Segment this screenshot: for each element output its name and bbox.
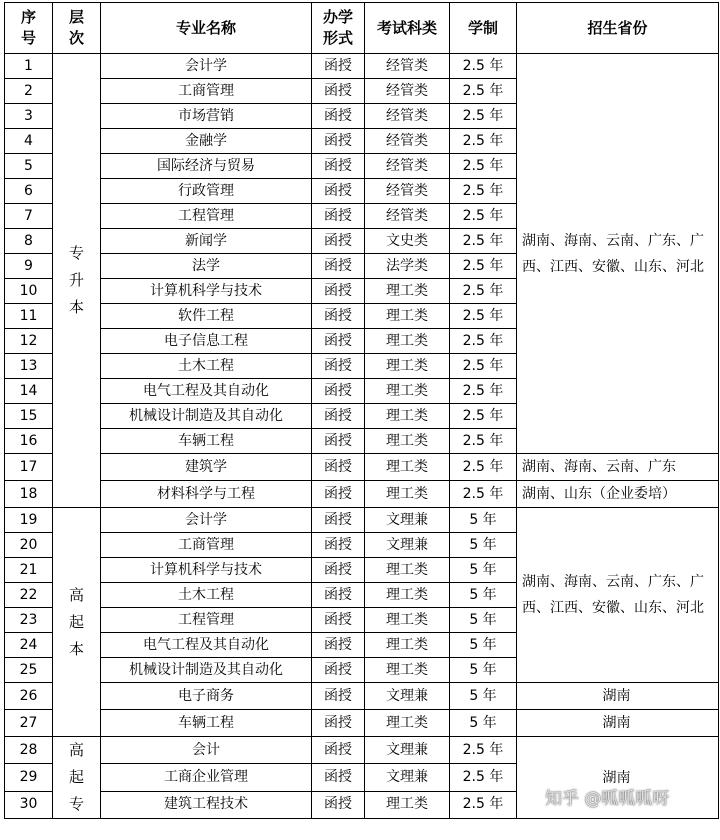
cell-mode: 函授 bbox=[312, 379, 365, 404]
cell-mode: 函授 bbox=[312, 254, 365, 279]
cell-seq: 9 bbox=[5, 254, 53, 279]
cell-exam: 理工类 bbox=[365, 429, 450, 454]
cell-provinces: 湖南 bbox=[517, 683, 719, 710]
cell-seq: 4 bbox=[5, 129, 53, 154]
cell-years: 5 年 bbox=[450, 508, 517, 533]
cell-years: 2.5 年 bbox=[450, 404, 517, 429]
cell-mode: 函授 bbox=[312, 404, 365, 429]
cell-mode: 函授 bbox=[312, 481, 365, 508]
cell-years: 5 年 bbox=[450, 633, 517, 658]
cell-years: 2.5 年 bbox=[450, 54, 517, 79]
cell-exam: 理工类 bbox=[365, 608, 450, 633]
cell-years: 5 年 bbox=[450, 658, 517, 683]
cell-major: 土木工程 bbox=[101, 354, 312, 379]
cell-years: 5 年 bbox=[450, 683, 517, 710]
cell-mode: 函授 bbox=[312, 658, 365, 683]
cell-seq: 29 bbox=[5, 764, 53, 791]
cell-major: 会计学 bbox=[101, 54, 312, 79]
cell-mode: 函授 bbox=[312, 764, 365, 791]
cell-seq: 8 bbox=[5, 229, 53, 254]
cell-seq: 7 bbox=[5, 204, 53, 229]
cell-mode: 函授 bbox=[312, 329, 365, 354]
cell-seq: 21 bbox=[5, 558, 53, 583]
cell-mode: 函授 bbox=[312, 429, 365, 454]
cell-mode: 函授 bbox=[312, 104, 365, 129]
table-row bbox=[5, 481, 719, 508]
cell-years: 5 年 bbox=[450, 710, 517, 737]
cell-seq: 2 bbox=[5, 79, 53, 104]
watermark: 知乎 @呱呱呱呀 bbox=[545, 789, 670, 809]
cell-years: 2.5 年 bbox=[450, 204, 517, 229]
cell-level bbox=[53, 508, 101, 737]
cell-years: 2.5 年 bbox=[450, 429, 517, 454]
header-row bbox=[5, 3, 719, 54]
cell-exam: 理工类 bbox=[365, 379, 450, 404]
cell-major: 建筑学 bbox=[101, 454, 312, 481]
header-major: 专业名称 bbox=[101, 3, 312, 54]
level-char: 起 bbox=[68, 612, 84, 631]
cell-mode: 函授 bbox=[312, 558, 365, 583]
cell-exam: 文理兼 bbox=[365, 764, 450, 791]
cell-exam: 理工类 bbox=[365, 329, 450, 354]
cell-years: 2.5 年 bbox=[450, 254, 517, 279]
cell-seq: 10 bbox=[5, 279, 53, 304]
cell-major: 电气工程及其自动化 bbox=[101, 633, 312, 658]
cell-seq: 5 bbox=[5, 154, 53, 179]
cell-mode: 函授 bbox=[312, 154, 365, 179]
cell-mode: 函授 bbox=[312, 737, 365, 764]
cell-seq: 11 bbox=[5, 304, 53, 329]
cell-mode: 函授 bbox=[312, 533, 365, 558]
cell-major: 电子信息工程 bbox=[101, 329, 312, 354]
cell-major: 国际经济与贸易 bbox=[101, 154, 312, 179]
cell-years: 2.5 年 bbox=[450, 154, 517, 179]
cell-mode: 函授 bbox=[312, 791, 365, 818]
cell-seq: 3 bbox=[5, 104, 53, 129]
cell-exam: 理工类 bbox=[365, 583, 450, 608]
cell-major: 法学 bbox=[101, 254, 312, 279]
cell-seq: 27 bbox=[5, 710, 53, 737]
cell-mode: 函授 bbox=[312, 710, 365, 737]
cell-years: 2.5 年 bbox=[450, 791, 517, 818]
cell-seq: 14 bbox=[5, 379, 53, 404]
cell-seq: 15 bbox=[5, 404, 53, 429]
cell-years: 2.5 年 bbox=[450, 764, 517, 791]
cell-mode: 函授 bbox=[312, 279, 365, 304]
cell-years: 2.5 年 bbox=[450, 79, 517, 104]
cell-major: 车辆工程 bbox=[101, 710, 312, 737]
cell-major: 机械设计制造及其自动化 bbox=[101, 658, 312, 683]
level-char: 本 bbox=[68, 298, 84, 316]
cell-major: 金融学 bbox=[101, 129, 312, 154]
header-seq: 序 号 bbox=[5, 3, 53, 54]
cell-mode: 函授 bbox=[312, 229, 365, 254]
cell-exam: 经管类 bbox=[365, 154, 450, 179]
header-level: 层 次 bbox=[53, 3, 101, 54]
table-row bbox=[5, 54, 719, 79]
cell-years: 5 年 bbox=[450, 608, 517, 633]
cell-years: 5 年 bbox=[450, 558, 517, 583]
cell-mode: 函授 bbox=[312, 79, 365, 104]
cell-exam: 文理兼 bbox=[365, 683, 450, 710]
cell-major: 电气工程及其自动化 bbox=[101, 379, 312, 404]
cell-mode: 函授 bbox=[312, 129, 365, 154]
header-mode: 办学 形式 bbox=[312, 3, 365, 54]
cell-provinces: 湖南、海南、云南、广东 bbox=[517, 454, 719, 481]
cell-seq: 18 bbox=[5, 481, 53, 508]
header-exam: 考试科类 bbox=[365, 3, 450, 54]
level-char: 高 bbox=[68, 741, 84, 759]
cell-level bbox=[53, 737, 101, 819]
cell-mode: 函授 bbox=[312, 354, 365, 379]
cell-exam: 经管类 bbox=[365, 204, 450, 229]
header-provinces: 招生省份 bbox=[517, 3, 719, 54]
cell-exam: 理工类 bbox=[365, 404, 450, 429]
cell-years: 5 年 bbox=[450, 583, 517, 608]
cell-exam: 理工类 bbox=[365, 354, 450, 379]
cell-years: 2.5 年 bbox=[450, 737, 517, 764]
cell-exam: 理工类 bbox=[365, 304, 450, 329]
cell-mode: 函授 bbox=[312, 583, 365, 608]
cell-exam: 法学类 bbox=[365, 254, 450, 279]
cell-exam: 理工类 bbox=[365, 791, 450, 818]
level-char: 专 bbox=[68, 795, 84, 813]
cell-years: 2.5 年 bbox=[450, 329, 517, 354]
cell-exam: 经管类 bbox=[365, 79, 450, 104]
cell-provinces: 湖南 bbox=[517, 737, 719, 819]
cell-major: 材料科学与工程 bbox=[101, 481, 312, 508]
cell-major: 市场营销 bbox=[101, 104, 312, 129]
cell-exam: 理工类 bbox=[365, 710, 450, 737]
cell-mode: 函授 bbox=[312, 54, 365, 79]
cell-exam: 文理兼 bbox=[365, 737, 450, 764]
cell-mode: 函授 bbox=[312, 304, 365, 329]
table-row bbox=[5, 737, 719, 764]
cell-mode: 函授 bbox=[312, 179, 365, 204]
cell-exam: 经管类 bbox=[365, 179, 450, 204]
level-char: 本 bbox=[68, 639, 84, 658]
cell-exam: 理工类 bbox=[365, 454, 450, 481]
cell-major: 新闻学 bbox=[101, 229, 312, 254]
cell-major: 行政管理 bbox=[101, 179, 312, 204]
cell-exam: 文理兼 bbox=[365, 508, 450, 533]
cell-major: 土木工程 bbox=[101, 583, 312, 608]
cell-provinces: 湖南、海南、云南、广东、广西、江西、安徽、山东、河北 bbox=[517, 508, 719, 683]
cell-major: 工商管理 bbox=[101, 533, 312, 558]
header-years: 学制 bbox=[450, 3, 517, 54]
table-row bbox=[5, 710, 719, 737]
cell-seq: 13 bbox=[5, 354, 53, 379]
cell-seq: 26 bbox=[5, 683, 53, 710]
cell-exam: 经管类 bbox=[365, 54, 450, 79]
level-char: 高 bbox=[68, 585, 84, 604]
cell-exam: 理工类 bbox=[365, 558, 450, 583]
cell-seq: 22 bbox=[5, 583, 53, 608]
cell-years: 2.5 年 bbox=[450, 104, 517, 129]
cell-mode: 函授 bbox=[312, 204, 365, 229]
cell-seq: 23 bbox=[5, 608, 53, 633]
cell-seq: 1 bbox=[5, 54, 53, 79]
cell-mode: 函授 bbox=[312, 633, 365, 658]
cell-major: 会计学 bbox=[101, 508, 312, 533]
cell-years: 2.5 年 bbox=[450, 279, 517, 304]
level-char: 专 bbox=[68, 244, 84, 262]
cell-exam: 理工类 bbox=[365, 279, 450, 304]
cell-years: 2.5 年 bbox=[450, 304, 517, 329]
cell-seq: 12 bbox=[5, 329, 53, 354]
majors-table bbox=[4, 2, 719, 819]
cell-seq: 25 bbox=[5, 658, 53, 683]
cell-seq: 30 bbox=[5, 791, 53, 818]
cell-major: 工商管理 bbox=[101, 79, 312, 104]
cell-provinces: 湖南 bbox=[517, 710, 719, 737]
cell-major: 工程管理 bbox=[101, 204, 312, 229]
cell-seq: 20 bbox=[5, 533, 53, 558]
cell-seq: 24 bbox=[5, 633, 53, 658]
cell-major: 会计 bbox=[101, 737, 312, 764]
table-body bbox=[5, 54, 719, 819]
cell-major: 计算机科学与技术 bbox=[101, 279, 312, 304]
cell-major: 工程管理 bbox=[101, 608, 312, 633]
table-row bbox=[5, 683, 719, 710]
level-char: 升 bbox=[68, 271, 84, 289]
cell-seq: 6 bbox=[5, 179, 53, 204]
table-row bbox=[5, 454, 719, 481]
cell-exam: 经管类 bbox=[365, 129, 450, 154]
cell-provinces: 湖南、海南、云南、广东、广西、江西、安徽、山东、河北 bbox=[517, 54, 719, 454]
cell-exam: 理工类 bbox=[365, 481, 450, 508]
table-row bbox=[5, 508, 719, 533]
level-char: 起 bbox=[68, 768, 84, 786]
cell-seq: 16 bbox=[5, 429, 53, 454]
cell-mode: 函授 bbox=[312, 608, 365, 633]
cell-major: 建筑工程技术 bbox=[101, 791, 312, 818]
cell-years: 5 年 bbox=[450, 533, 517, 558]
cell-years: 2.5 年 bbox=[450, 179, 517, 204]
cell-provinces: 湖南、山东（企业委培） bbox=[517, 481, 719, 508]
cell-years: 2.5 年 bbox=[450, 379, 517, 404]
cell-years: 2.5 年 bbox=[450, 454, 517, 481]
cell-mode: 函授 bbox=[312, 454, 365, 481]
cell-years: 2.5 年 bbox=[450, 481, 517, 508]
cell-years: 2.5 年 bbox=[450, 229, 517, 254]
cell-seq: 19 bbox=[5, 508, 53, 533]
cell-mode: 函授 bbox=[312, 508, 365, 533]
cell-seq: 28 bbox=[5, 737, 53, 764]
cell-exam: 理工类 bbox=[365, 633, 450, 658]
cell-exam: 文史类 bbox=[365, 229, 450, 254]
cell-major: 工商企业管理 bbox=[101, 764, 312, 791]
cell-major: 机械设计制造及其自动化 bbox=[101, 404, 312, 429]
cell-major: 电子商务 bbox=[101, 683, 312, 710]
cell-exam: 经管类 bbox=[365, 104, 450, 129]
cell-mode: 函授 bbox=[312, 683, 365, 710]
cell-major: 车辆工程 bbox=[101, 429, 312, 454]
cell-seq: 17 bbox=[5, 454, 53, 481]
cell-years: 2.5 年 bbox=[450, 354, 517, 379]
cell-major: 软件工程 bbox=[101, 304, 312, 329]
cell-years: 2.5 年 bbox=[450, 129, 517, 154]
cell-exam: 文理兼 bbox=[365, 533, 450, 558]
cell-major: 计算机科学与技术 bbox=[101, 558, 312, 583]
cell-exam: 理工类 bbox=[365, 658, 450, 683]
cell-level bbox=[53, 54, 101, 508]
